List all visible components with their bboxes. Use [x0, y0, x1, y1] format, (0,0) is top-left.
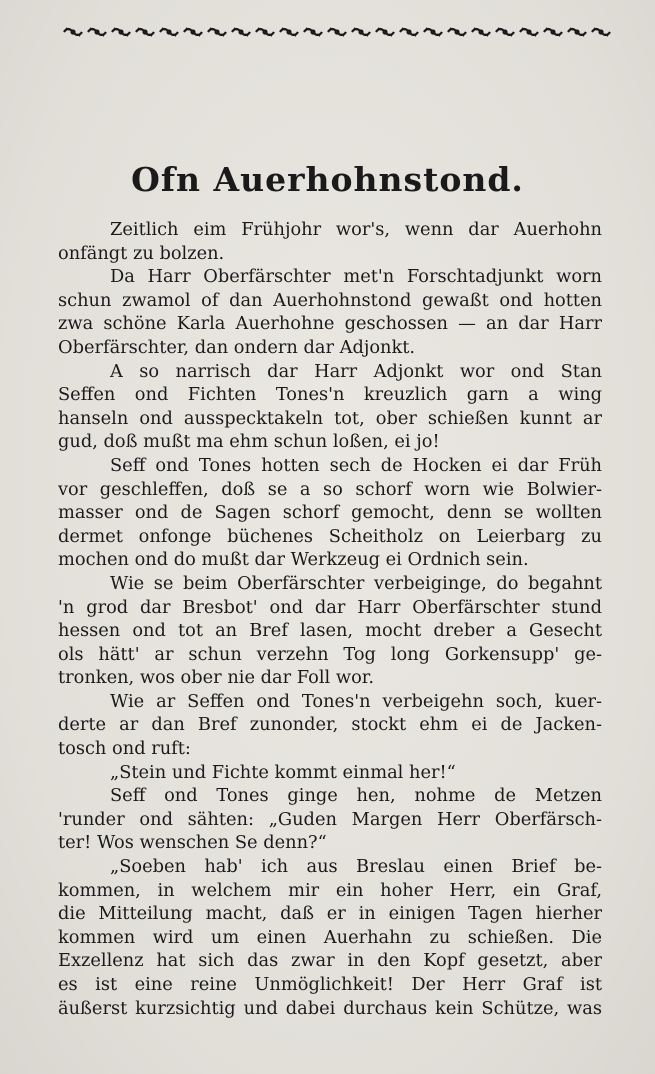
text-line: kommen wird um einen Auerhahn zu schießen. Die	[58, 926, 602, 948]
fleuron-icon	[86, 25, 108, 39]
text-line: hanseln ond ausspecktakeln tot, ober schießen kunnt ar	[58, 407, 602, 429]
text-line: onfängt zu bolzen.	[58, 242, 225, 264]
fleuron-icon	[158, 25, 180, 39]
text-line: Wie ar Seffen ond Tones'n verbeigehn soch, kuer-	[110, 690, 602, 712]
fleuron-icon	[302, 25, 324, 39]
text-line: Da Harr Oberfärschter met'n Forschtadjunkt worn	[110, 266, 602, 288]
fleuron-icon	[206, 25, 228, 39]
fleuron-icon	[326, 25, 348, 39]
ornamental-border	[62, 22, 612, 42]
text-line: äußerst kurzsichtig und dabei durchaus kein Schütze, was	[58, 997, 602, 1019]
body-text	[58, 218, 602, 1020]
text-line: Exzellenz hat sich das zwar in den Kopf gesetzt, aber	[58, 950, 602, 972]
text-line: „Soeben hab' ich aus Breslau einen Brief be-	[110, 856, 602, 878]
fleuron-icon	[398, 25, 420, 39]
text-line: die Mitteilung macht, daß er in einigen Tagen hierher	[58, 903, 602, 925]
fleuron-icon	[182, 25, 204, 39]
text-line: A so narrisch dar Harr Adjonkt wor ond Stan	[110, 360, 602, 382]
text-line: dermet onfonge büchenes Scheitholz on Leierbarg zu	[58, 525, 602, 547]
fleuron-icon	[230, 25, 252, 39]
text-line: Seff ond Tones ginge hen, nohme de Metzen	[110, 785, 602, 807]
fleuron-icon	[374, 25, 396, 39]
fleuron-icon	[134, 25, 156, 39]
chapter-title: Ofn Auerhohnstond.	[131, 160, 524, 199]
text-line: gud, doß mußt ma ehm schun loßen, ei jo!	[58, 431, 440, 453]
text-line: 'n grod dar Bresbot' ond dar Harr Oberfärschter stund	[58, 596, 602, 618]
fleuron-icon	[110, 25, 132, 39]
text-line: Zeitlich eim Frühjohr wor's, wenn dar Auerhohn	[110, 219, 602, 240]
text-line: Seff ond Tones hotten sech de Hocken ei dar Früh	[110, 454, 602, 476]
text-line: ols hätt' ar schun verzehn Tog long Gorkensupp' ge-	[58, 643, 602, 665]
text-line: Oberfärschter, dan ondern dar Adjonkt.	[58, 336, 416, 358]
text-line: ter! Wos wenschen Se denn?“	[58, 832, 327, 854]
text-line: mochen ond do mußt dar Werkzeug ei Ordnich sein.	[58, 549, 529, 571]
fleuron-icon	[566, 25, 588, 39]
fleuron-icon	[494, 25, 516, 39]
text-line: kommen, in welchem mir ein hoher Herr, ein Graf,	[58, 879, 602, 901]
text-line: es ist eine reine Unmöglichkeit! Der Herr Graf ist	[58, 974, 602, 995]
fleuron-icon	[470, 25, 492, 39]
fleuron-icon	[518, 25, 540, 39]
text-line: masser ond de Sagen schorf gemocht, denn se wollten	[58, 502, 602, 524]
text-line: tosch ond ruft:	[58, 738, 191, 760]
text-line: schun zwamol of dan Auerhohnstond gewaßt ond hotten	[58, 289, 602, 311]
text-line: vor geschleffen, doß se a so schorf worn wie Bolwier-	[58, 478, 602, 500]
text-line: 'runder ond sähten: „Guden Margen Herr Oberfärsch-	[58, 808, 602, 830]
text-line: derte ar dan Bref zunonder, stockt ehm ei de Jacken-	[58, 714, 602, 736]
text-line: „Stein und Fichte kommt einmal her!“	[110, 761, 456, 783]
text-line: hessen ond tot an Bref lasen, mocht dreber a Gesecht	[58, 620, 602, 642]
text-line: tronken, wos ober nie dar Foll wor.	[58, 667, 374, 689]
fleuron-icon	[278, 25, 300, 39]
fleuron-icon	[254, 25, 276, 39]
text-line: Wie se beim Oberfärschter verbeiginge, do begahnt	[110, 572, 602, 594]
fleuron-icon	[422, 25, 444, 39]
text-line: Seffen ond Fichten Tones'n kreuzlich garn a wing	[58, 384, 602, 406]
fleuron-icon	[62, 25, 84, 39]
fleuron-icon	[350, 25, 372, 39]
fleuron-icon	[542, 25, 564, 39]
fleuron-icon	[590, 25, 612, 39]
text-line: zwa schöne Karla Auerhohne geschossen — an dar Harr	[58, 313, 602, 335]
fleuron-icon	[446, 25, 468, 39]
